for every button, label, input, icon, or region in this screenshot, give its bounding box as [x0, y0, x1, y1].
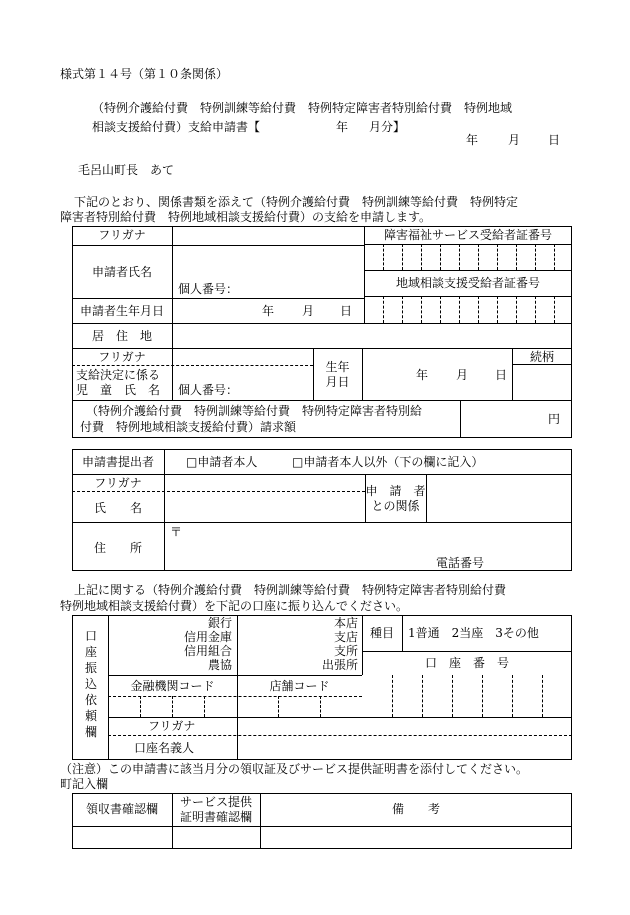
bank-side-label-0: 口 [85, 629, 98, 643]
service-check-label-1: サービス提供 [179, 795, 252, 809]
branch-type-office: 出張所 [321, 658, 358, 672]
child-birth-day: 日 [495, 368, 508, 382]
child-name-label-1: 支給決定に係る [76, 368, 161, 382]
account-type-options: 1普通 2当座 3その他 [408, 626, 539, 640]
account-type-label: 種目 [369, 626, 394, 640]
claim-unit: 円 [548, 412, 561, 426]
bank-side-label-1: 座 [85, 645, 98, 659]
bank-type-shinkin: 信用金庫 [183, 630, 232, 644]
phone-label: 電話番号 [436, 556, 485, 570]
date-day: 日 [548, 133, 561, 147]
applicant-birth-year: 年 [262, 304, 275, 318]
bank-type-bank: 銀行 [207, 616, 232, 630]
community-cert-label: 地域相談支援受給者証番号 [395, 276, 540, 290]
holder-furigana-label: フリガナ [148, 719, 196, 733]
date-month: 月 [508, 133, 521, 147]
applicant-furigana-label: フリガナ [98, 228, 146, 242]
service-check-label-2: 証明書確認欄 [179, 810, 252, 824]
bank-side-label-5: 頼 [85, 709, 98, 723]
child-name-label-2: 児 童 氏 名 [76, 383, 161, 397]
remarks-label: 備 考 [391, 802, 440, 816]
attachment-note: （注意）この申請書に該当月分の領収証及びサービス提供証明書を添付してください。 [60, 762, 529, 776]
child-personal-number-label: 個人番号： [178, 383, 239, 397]
bank-type-kumiai: 信用組合 [183, 644, 232, 658]
applicant-birth-day: 日 [340, 304, 353, 318]
applicant-address-label: 居 住 地 [91, 329, 152, 343]
title-line-1: （特例介護給付費 特例訓練等給付費 特例特定障害者特別給付費 特例地域 [92, 101, 513, 115]
claim-label-2: 付費 特例地域相談支援給付費）請求額 [80, 420, 297, 434]
child-birth-year: 年 [416, 368, 429, 382]
child-furigana-label: フリガナ [98, 350, 146, 364]
title-year: 年 [336, 120, 349, 134]
postal-mark: 〒 [170, 525, 183, 539]
office-section-title: 町記入欄 [60, 777, 109, 791]
child-relation-label: 続柄 [529, 350, 554, 364]
bank-intro-line-2: 特例地域相談支援給付費）を下記の口座に振り込んでください。 [60, 599, 409, 613]
child-birth-month: 月 [456, 368, 469, 382]
intro-line-2: 障害者特別給付費 特例地域相談支援給付費）の支給を申請します。 [60, 210, 432, 224]
bank-side-label-4: 依 [85, 693, 98, 707]
bank-type-nokyo: 農協 [207, 658, 232, 672]
branch-type-head: 本店 [333, 616, 358, 630]
service-cert-label: 障害福祉サービス受給者証番号 [383, 228, 552, 242]
title-line-2: 相談支援給付費）支給申請書【 [92, 120, 261, 134]
branch-type-sub: 支所 [333, 644, 358, 658]
claim-label-1: （特例介護給付費 特例訓練等給付費 特例特定障害者特別給 [86, 404, 423, 418]
title-month: 月分】 [369, 120, 406, 134]
holder-label: 口座名義人 [134, 741, 195, 755]
branch-code-label: 店舗コード [269, 679, 330, 693]
submitter-option-self[interactable]: □申請者本人 [186, 455, 258, 469]
bank-side-label-3: 込 [85, 677, 98, 691]
submitter-option-other[interactable]: □申請者本人以外（下の欄に記入） [292, 455, 484, 469]
submitter-relation-label-1: 申 請 者 [365, 484, 426, 498]
addressee: 毛呂山町長 あて [78, 163, 175, 177]
applicant-personal-number-label: 個人番号： [178, 282, 239, 296]
bank-side-label-2: 振 [85, 661, 98, 675]
submitter-address-label: 住 所 [93, 541, 142, 555]
applicant-name-label: 申請者氏名 [91, 265, 152, 279]
applicant-birthdate-label: 申請者生年月日 [79, 304, 164, 318]
account-number-label: 口 座 番 号 [424, 656, 509, 670]
bank-code-label: 金融機関コード [130, 679, 215, 693]
branch-type-branch: 支店 [333, 630, 358, 644]
form-number: 様式第１４号（第１０条関係） [60, 67, 229, 81]
submitter-relation-label-2: との関係 [371, 499, 420, 513]
intro-line-1: 下記のとおり、関係書類を添えて（特例介護給付費 特例訓練等給付費 特例特定 [74, 195, 519, 209]
child-birth-label-1: 生年 [325, 360, 350, 374]
date-year: 年 [466, 133, 479, 147]
bank-side-label-6: 欄 [85, 725, 98, 739]
child-birth-label-2: 月日 [325, 375, 350, 389]
submitter-furigana-label: フリガナ [94, 476, 142, 490]
receipt-check-label: 領収書確認欄 [85, 802, 158, 816]
submitter-label: 申請書提出者 [81, 455, 154, 469]
applicant-birth-month: 月 [302, 304, 315, 318]
submitter-name-label: 氏 名 [93, 501, 142, 515]
bank-intro-line-1: 上記に関する（特例介護給付費 特例訓練等給付費 特例特定障害者特別給付費 [74, 583, 507, 597]
